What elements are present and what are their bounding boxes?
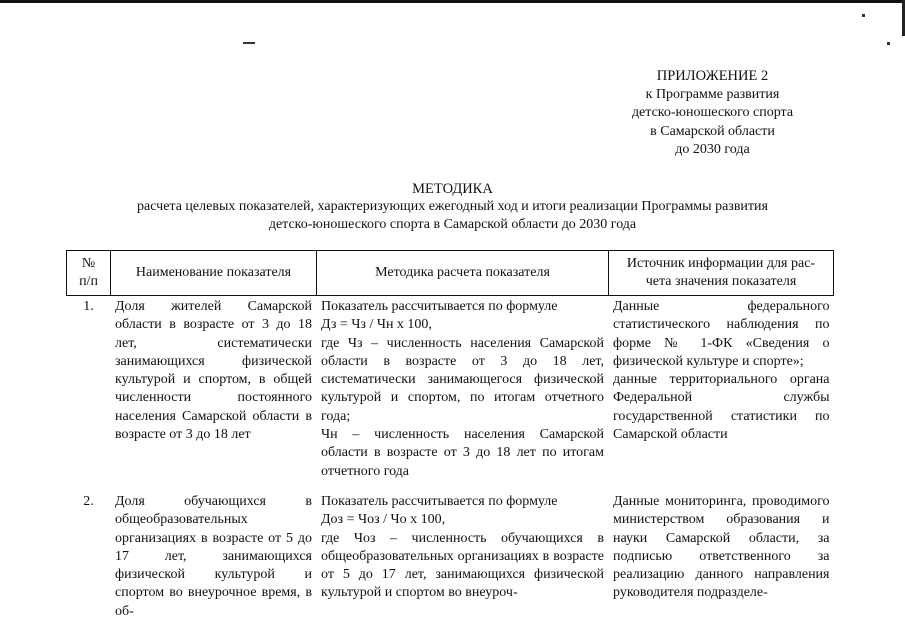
scan-speck bbox=[243, 42, 255, 44]
formula: Дз = Чз / Чн х 100, bbox=[321, 317, 432, 333]
appendix-heading: ПРИЛОЖЕНИЕ 2 bbox=[656, 68, 769, 84]
method-text: где Чз – численность населения Самарской области в возрасте от 3 до 18 лет, систематически занимающегося физической культурой и спортом, по итогам отчетного года; bbox=[321, 335, 604, 424]
document-title: МЕТОДИКА bbox=[412, 181, 493, 197]
indicators-table bbox=[66, 250, 834, 631]
header-information-source: Источник информации для рас- чета значения показателя bbox=[609, 251, 834, 296]
appendix-line: детско-юношеского спорта bbox=[631, 105, 794, 120]
appendix-line: до 2030 года bbox=[675, 142, 750, 157]
header-indicator-name: Наименование показателя bbox=[111, 251, 317, 296]
document-subtitle-line: детско-юношеского спорта в Самарской области до 2030 года bbox=[268, 217, 637, 232]
method-text: где Чоз – численность обучающихся в общеобразовательных организациях в возрасте от 5 до 17 лет, занимающихся физической культурой и спортом во внеуроч- bbox=[321, 530, 604, 601]
document-title-block bbox=[0, 180, 905, 234]
table-header-row bbox=[67, 251, 834, 296]
scan-edge-top bbox=[0, 0, 905, 3]
formula: Доз = Чоз / Чо х 100, bbox=[321, 512, 446, 528]
source-text: Данные мониторинга, проводимого министерством образования и науки Самарской области, за подписью ответственного за реализацию данного направления руководителя подразделе- bbox=[613, 493, 830, 601]
information-source bbox=[609, 491, 834, 631]
scan-speck bbox=[887, 42, 890, 45]
information-source bbox=[609, 296, 834, 491]
row-number: 2. bbox=[83, 493, 94, 509]
scan-speck bbox=[862, 14, 865, 17]
source-text: данные территориального органа Федеральной службы государственной статистики по Самарской области bbox=[613, 372, 830, 443]
method-text: Чн – численность населения Самарской области в возрасте от 3 до 18 лет по итогам отчетного года bbox=[321, 427, 604, 479]
document-subtitle-line: расчета целевых показателей, характеризующих ежегодный ход и итоги реализации Программы развития bbox=[137, 199, 768, 214]
table-row bbox=[67, 491, 834, 631]
source-text: Данные федерального статистического наблюдения по форме № 1-ФК «Сведения о физической культуре и спорте»; bbox=[613, 299, 830, 369]
method-intro: Показатель рассчитывается по формуле bbox=[321, 493, 558, 509]
row-number: 1. bbox=[83, 299, 94, 314]
header-num: № п/п bbox=[67, 251, 111, 296]
method-intro: Показатель рассчитывается по формуле bbox=[321, 299, 558, 314]
indicator-name: Доля жителей Самарской области в возрасте от 3 до 18 лет, систематически занимающихся физической культурой и спортом, в общей численности постоянного населения Самарской области в возрасте от 3 до 18 лет bbox=[115, 299, 312, 443]
appendix-line: в Самарской области bbox=[650, 123, 775, 139]
table-row bbox=[67, 296, 834, 491]
calculation-method bbox=[317, 296, 609, 491]
calculation-method bbox=[317, 491, 609, 631]
appendix-line: к Программе развития bbox=[645, 86, 780, 102]
appendix-block bbox=[600, 67, 825, 160]
header-calculation-method: Методика расчета показателя bbox=[317, 251, 609, 296]
indicator-name: Доля обучающихся в общеобразовательных организациях в возрасте от 5 до 17 лет, занимающихся физической культурой и спортом во внеурочное время, в об- bbox=[115, 493, 312, 619]
